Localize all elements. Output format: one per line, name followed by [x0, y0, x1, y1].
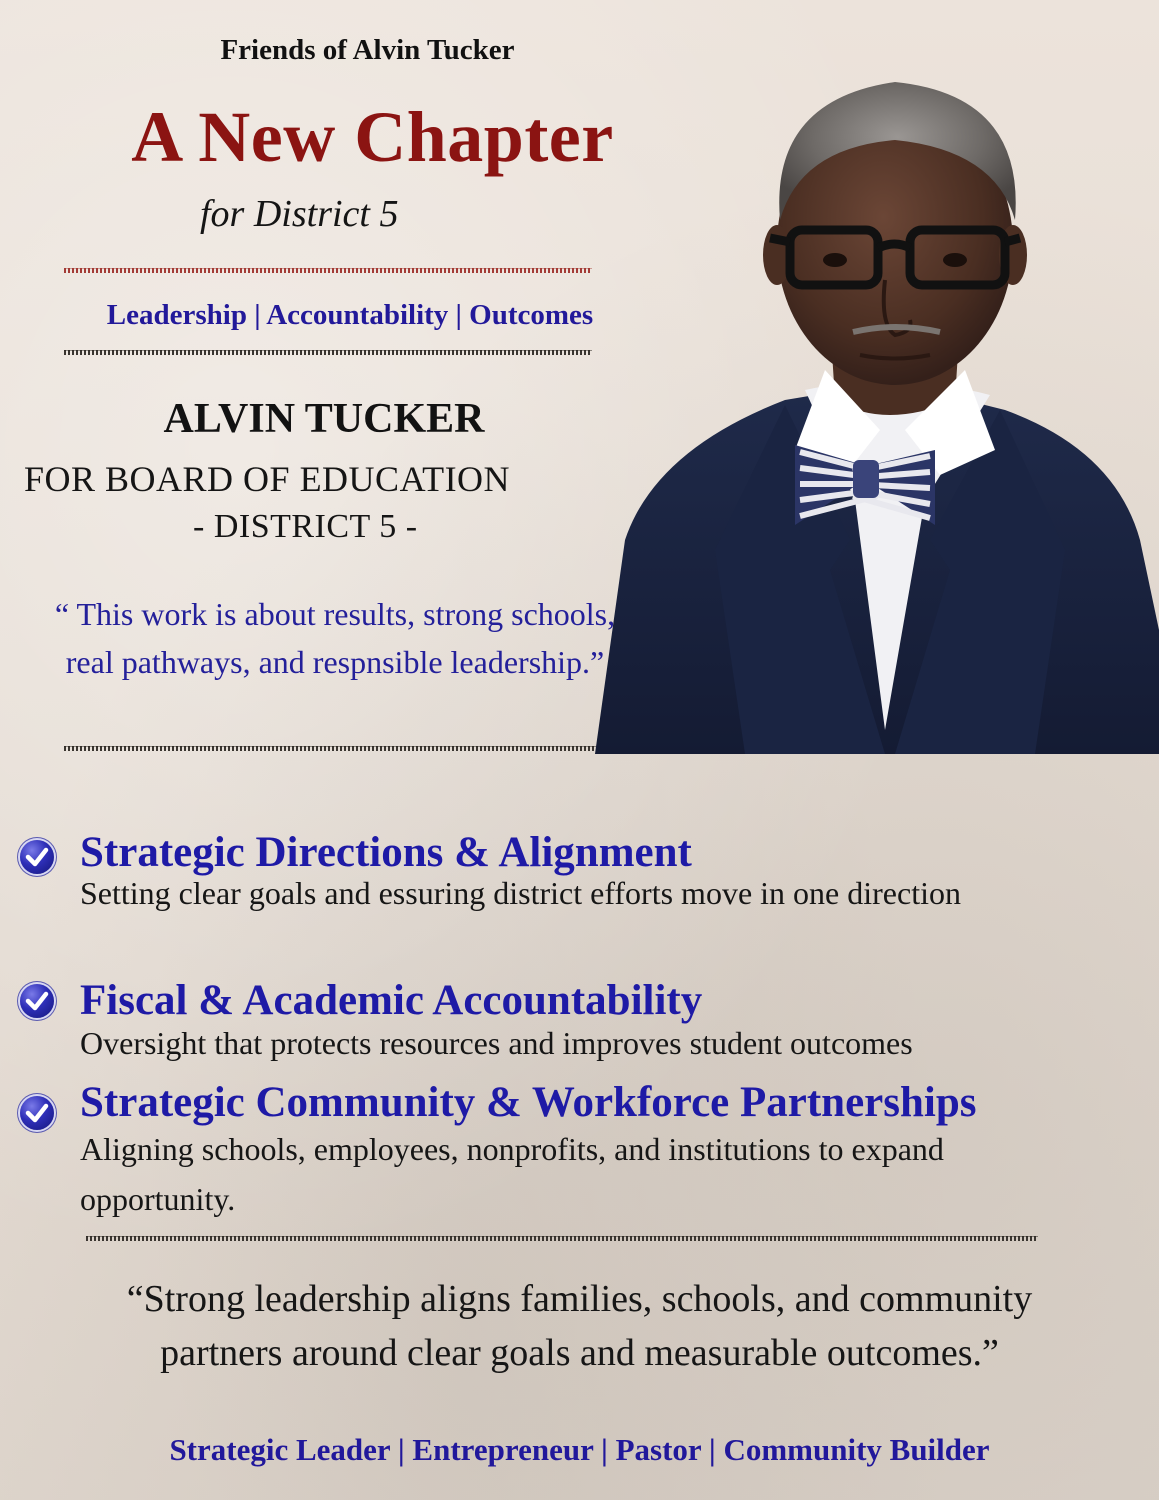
priority-title: Strategic Directions & Alignment — [80, 829, 692, 876]
subheadline: for District 5 — [200, 193, 399, 235]
divider-dark — [64, 746, 596, 751]
footer-tags: Strategic Leader | Entrepreneur | Pastor | Community Builder — [169, 1432, 990, 1467]
office-title: FOR BOARD OF EDUCATION — [24, 459, 511, 499]
org-name: Friends of Alvin Tucker — [220, 34, 515, 66]
priority-title: Strategic Community & Workforce Partnerships — [80, 1079, 977, 1126]
candidate-portrait — [595, 70, 1159, 754]
priority-3 — [20, 1078, 1140, 1218]
divider-dark — [86, 1236, 1038, 1241]
candidate-name: ALVIN TUCKER — [163, 396, 485, 442]
priority-2 — [20, 976, 1140, 1066]
priority-1 — [20, 828, 1140, 958]
check-circle-icon — [20, 1096, 54, 1130]
tagline: Leadership | Accountability | Outcomes — [106, 299, 594, 331]
headline: A New Chapter — [131, 97, 614, 177]
divider-red — [64, 268, 592, 273]
priority-description: Setting clear goals and essuring district efforts move in one direction — [80, 875, 961, 911]
priority-description: Oversight that protects resources and improves student outcomes — [80, 1025, 913, 1061]
candidate-quote: “ This work is about results, strong schools, real pathways, and respnsible leadership.” — [54, 596, 616, 680]
district-label: - DISTRICT 5 - — [193, 508, 418, 545]
check-circle-icon — [20, 840, 54, 874]
priority-description: Aligning schools, employees, nonprofits, and institutions to expand opportunity. — [80, 1131, 944, 1217]
divider-dark — [64, 350, 592, 355]
closing-quote: “Strong leadership aligns families, schools, and community partners around clear goals and measurable outcomes.” — [126, 1278, 1033, 1374]
priority-title: Fiscal & Academic Accountability — [80, 977, 703, 1024]
check-circle-icon — [20, 984, 54, 1018]
